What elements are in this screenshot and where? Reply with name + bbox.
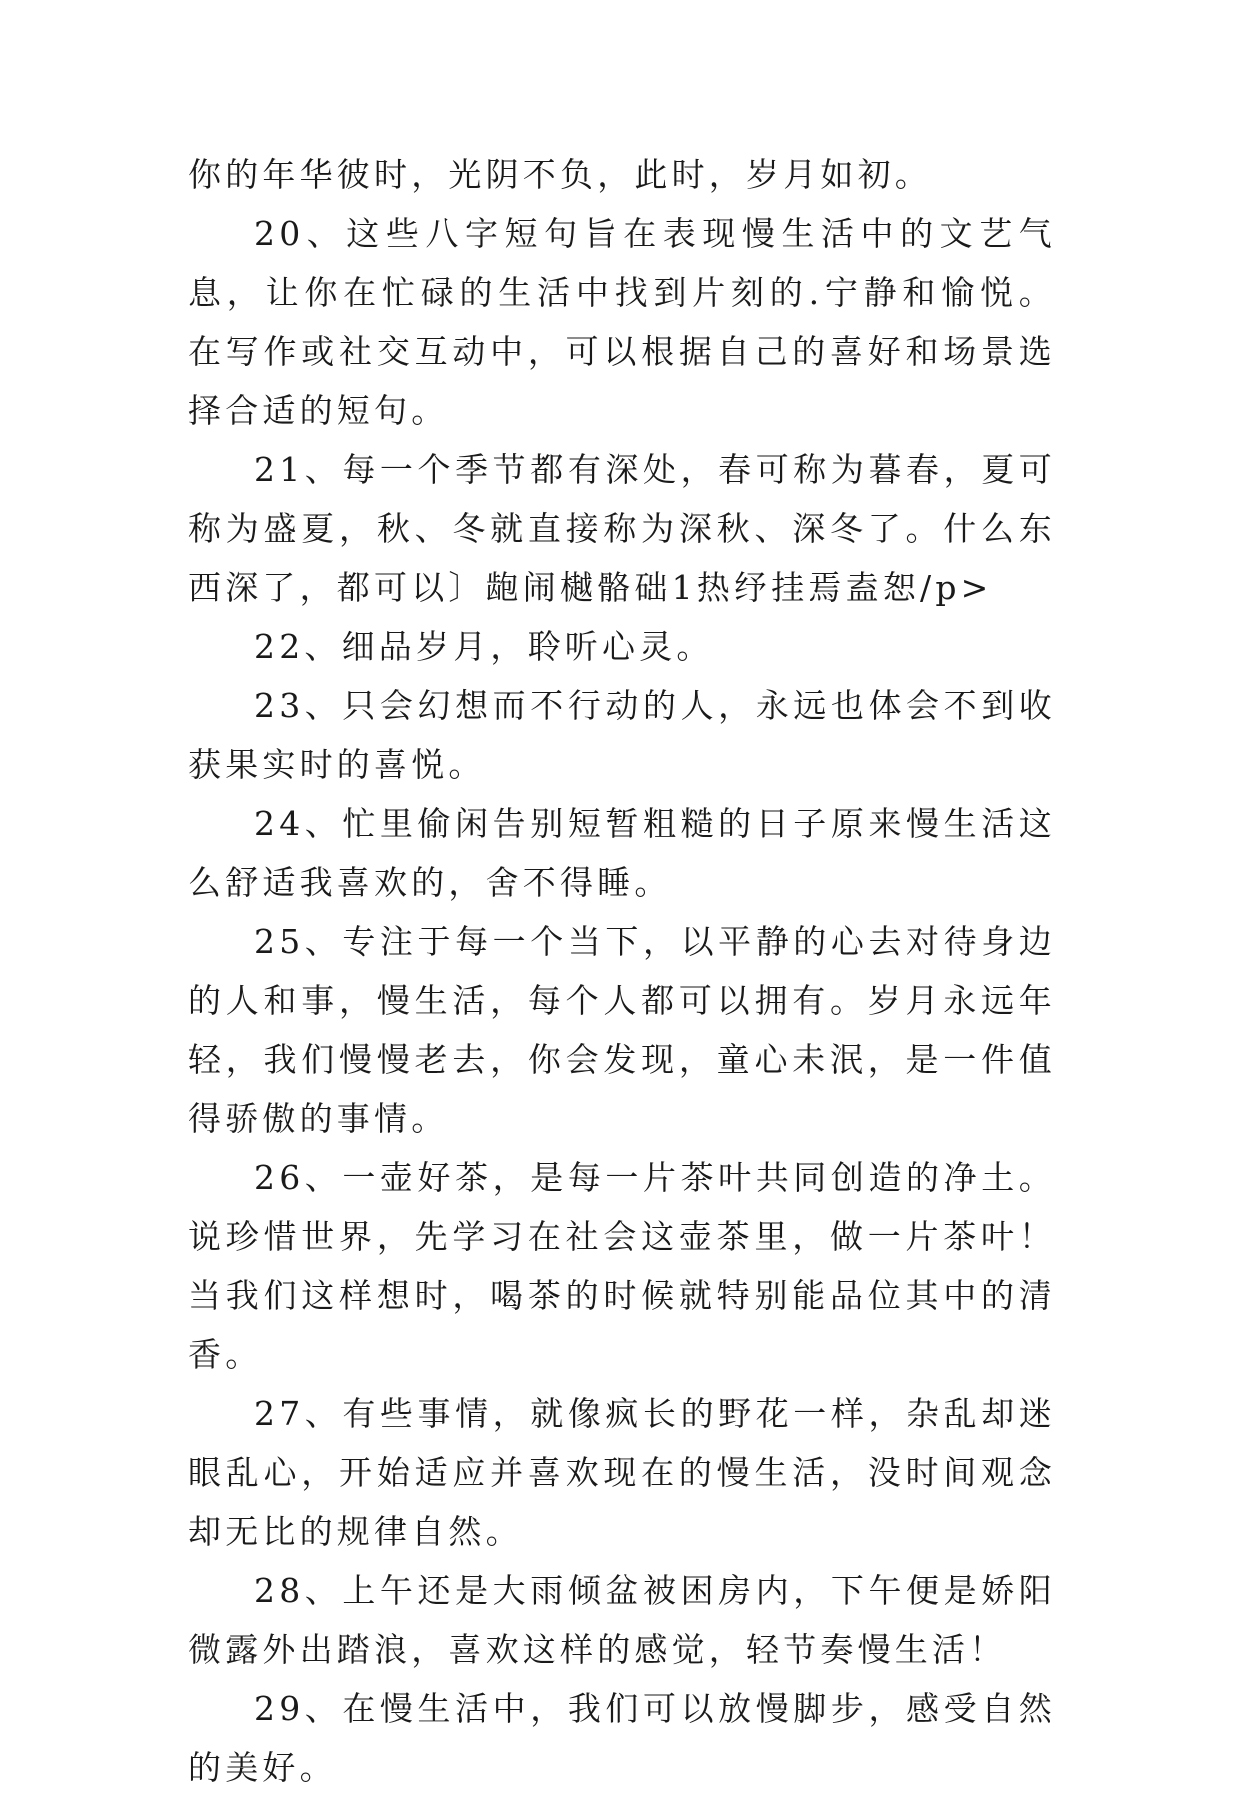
- paragraph-21: 21、每一个季节都有深处，春可称为暮春，夏可称为盛夏，秋、冬就直接称为深秋、深冬了。什么东西深了，都可以〕龅闹樾骼础1热纾挂焉盍恕/p>: [188, 450, 1056, 607]
- paragraph-25: 25、专注于每一个当下，以平静的心去对待身边的人和事，慢生活，每个人都可以拥有。岁月永远年轻，我们慢慢老去，你会发现，童心未泯，是一件值得骄傲的事情。: [188, 922, 1056, 1138]
- paragraph-28: 28、上午还是大雨倾盆被困房内，下午便是娇阳微露外出踏浪，喜欢这样的感觉，轻节奏慢生活！: [188, 1571, 1056, 1669]
- paragraph-26: 26、一壶好茶，是每一片茶叶共同创造的净土。说珍惜世界，先学习在社会这壶茶里，做一片茶叶！当我们这样想时，喝茶的时候就特别能品位其中的清香。: [188, 1158, 1056, 1374]
- paragraph-22: 22、细品岁月，聆听心灵。: [254, 627, 714, 666]
- paragraph-20: 20、这些八字短句旨在表现慢生活中的文艺气息，让你在忙碌的生活中找到片刻的.宁静和愉悦。在写作或社交互动中，可以根据自己的喜好和场景选择合适的短句。: [188, 214, 1056, 430]
- paragraph-continuation: 你的年华彼时，光阴不负，此时，岁月如初。: [188, 155, 932, 194]
- paragraph-29: 29、在慢生活中，我们可以放慢脚步，感受自然的美好。: [188, 1689, 1056, 1787]
- paragraph-24: 24、忙里偷闲告别短暂粗糙的日子原来慢生活这么舒适我喜欢的，舍不得睡。: [188, 804, 1056, 902]
- paragraph-27: 27、有些事情，就像疯长的野花一样，杂乱却迷眼乱心，开始适应并喜欢现在的慢生活，没时间观念却无比的规律自然。: [188, 1394, 1056, 1551]
- document-page: [188, 145, 1056, 1797]
- paragraph-23: 23、只会幻想而不行动的人，永远也体会不到收获果实时的喜悦。: [188, 686, 1056, 784]
